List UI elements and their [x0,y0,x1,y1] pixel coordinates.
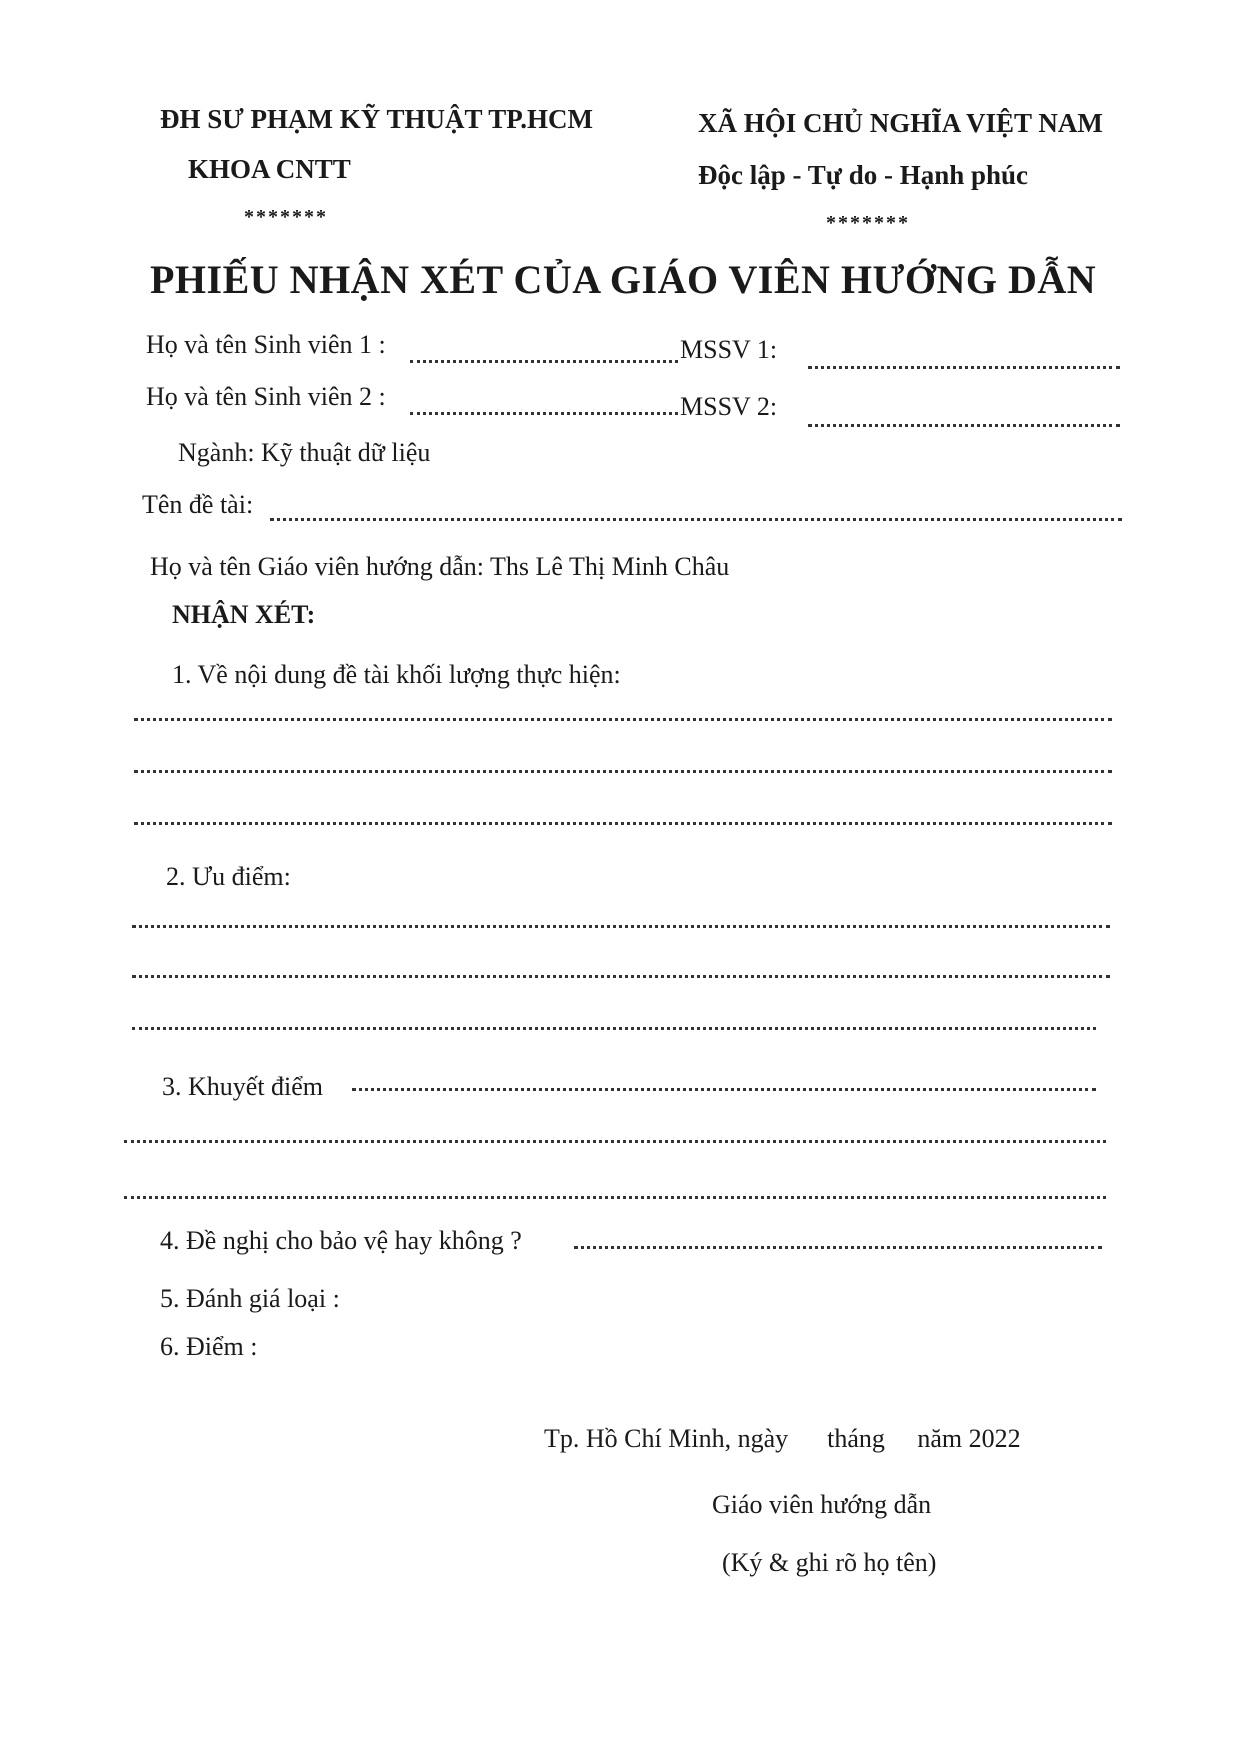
country-name: XÃ HỘI CHỦ NGHĨA VIỆT NAM [698,108,1103,138]
content-volume-line-1[interactable] [134,718,1112,721]
topic-blank[interactable] [270,518,1122,521]
weaknesses-line-1[interactable] [124,1140,1106,1143]
topic-label: Tên đề tài: [142,490,254,519]
right-header-stars: ******* [826,212,910,234]
grade-classification-label: 5. Đánh giá loại : [160,1284,340,1313]
mssv2-label: MSSV 2: [680,392,778,421]
weaknesses-label: 3. Khuyết điểm [162,1072,324,1101]
strengths-line-1[interactable] [132,925,1110,928]
mssv1-blank[interactable] [808,366,1120,369]
place-date-line: Tp. Hồ Chí Minh, ngày tháng năm 2022 [544,1424,1021,1453]
mssv2-blank[interactable] [808,424,1120,427]
content-volume-label: 1. Về nội dung đề tài khối lượng thực hiện: [172,660,621,689]
score-label: 6. Điểm : [160,1332,258,1361]
student2-blank[interactable] [410,412,678,415]
student1-label: Họ và tên Sinh viên 1 : [146,330,386,359]
faculty-name: KHOA CNTT [188,154,351,184]
mssv1-label: MSSV 1: [680,335,778,364]
weaknesses-line-2[interactable] [124,1196,1106,1199]
country-motto: Độc lập - Tự do - Hạnh phúc [698,160,1029,190]
student2-label: Họ và tên Sinh viên 2 : [146,382,386,411]
strengths-label: 2. Ưu điểm: [166,862,291,891]
weaknesses-inline-line[interactable] [352,1088,1096,1091]
advisor-line: Họ và tên Giáo viên hướng dẫn: Ths Lê Thị Minh Châu [150,552,730,581]
strengths-line-2[interactable] [132,975,1110,978]
defense-recommendation-line[interactable] [574,1246,1102,1249]
strengths-line-3[interactable] [132,1027,1096,1030]
major-line: Ngành: Kỹ thuật dữ liệu [178,438,431,467]
signature-area[interactable] [700,1600,1060,1720]
comments-heading: NHẬN XÉT: [172,600,316,629]
content-volume-line-3[interactable] [134,822,1112,825]
student1-blank[interactable] [410,360,678,363]
left-header-stars: ******* [244,206,328,228]
signer-role: Giáo viên hướng dẫn [712,1490,932,1519]
university-name: ĐH SƯ PHẠM KỸ THUẬT TP.HCM [160,104,594,134]
signature-instruction: (Ký & ghi rõ họ tên) [722,1548,937,1577]
form-title: PHIẾU NHẬN XÉT CỦA GIÁO VIÊN HƯỚNG DẪN [150,257,1097,302]
content-volume-line-2[interactable] [134,770,1112,773]
defense-recommendation-label: 4. Đề nghị cho bảo vệ hay không ? [160,1226,522,1255]
